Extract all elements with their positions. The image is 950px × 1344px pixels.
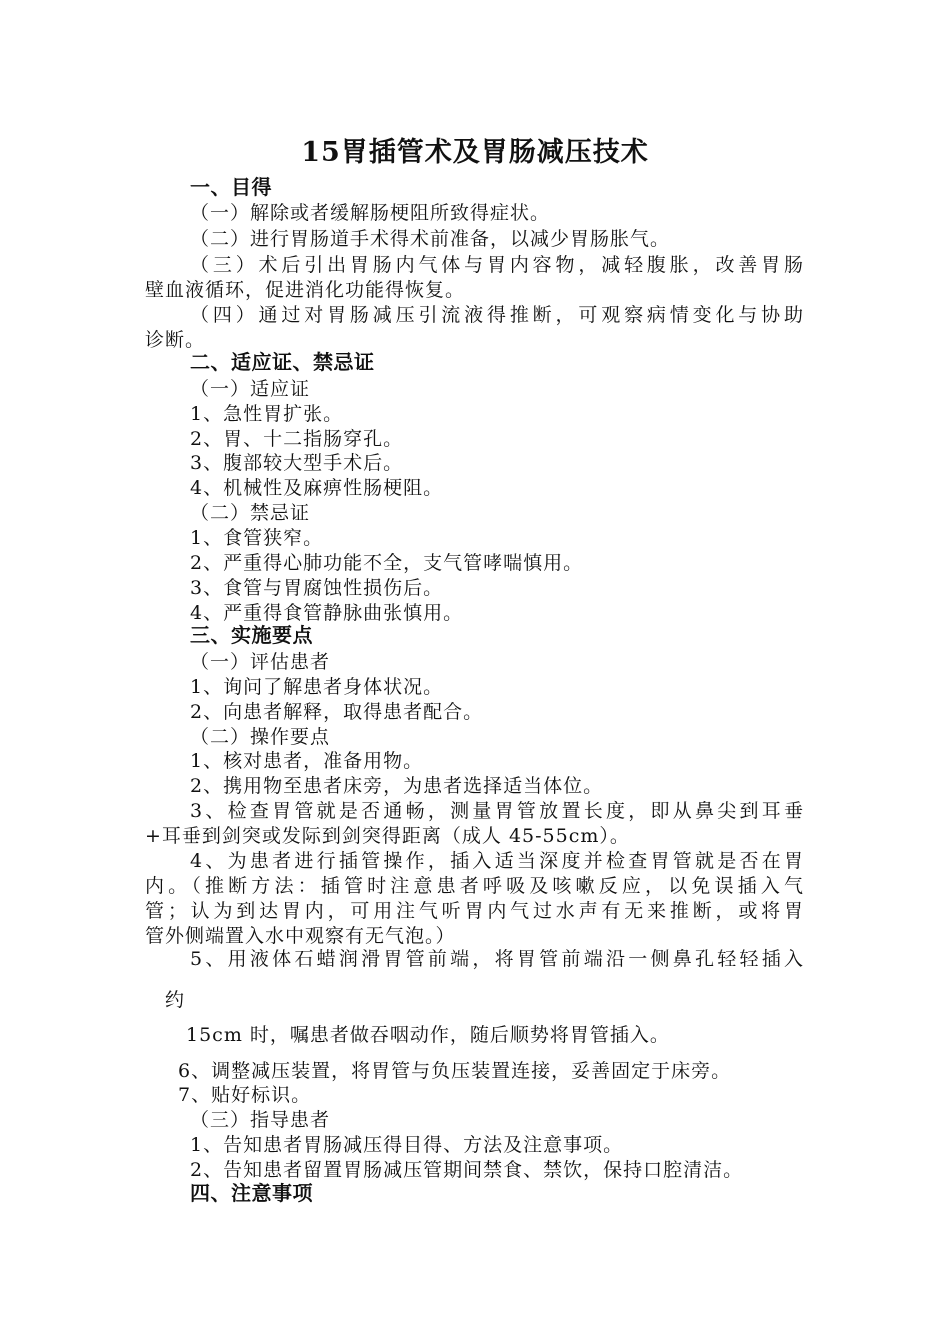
subsection-heading: （二）操作要点 xyxy=(190,726,331,748)
document-title: 15胃插管术及胃肠减压技术 xyxy=(301,137,649,168)
paragraph-line: （二）进行胃肠道手术得术前准备，以减少胃肠胀气。 xyxy=(190,228,671,250)
subsection-heading: （一）适应证 xyxy=(190,378,311,400)
list-item: 2、胃、十二指肠穿孔。 xyxy=(190,428,404,450)
list-item: 1、核对患者，准备用物。 xyxy=(190,750,424,772)
section-heading-implementation: 三、实施要点 xyxy=(190,623,313,647)
list-item: 2、告知患者留置胃肠减压管期间禁食、禁饮，保持口腔清洁。 xyxy=(190,1159,744,1181)
paragraph-line: （四）通过对胃肠减压引流液得推断，可观察病情变化与协助 xyxy=(190,304,804,326)
subsection-heading: （一）评估患者 xyxy=(190,651,331,673)
list-item: 4、机械性及麻痹性肠梗阻。 xyxy=(190,477,444,499)
section-heading-indications: 二、适应证、禁忌证 xyxy=(190,350,375,374)
list-item: 3、食管与胃腐蚀性损伤后。 xyxy=(190,577,444,599)
paragraph-line: 管外侧端置入水中观察有无气泡。） xyxy=(145,925,456,947)
section-heading-purpose: 一、目得 xyxy=(190,175,272,199)
list-item: 1、询问了解患者身体状况。 xyxy=(190,676,444,698)
subsection-heading: （二）禁忌证 xyxy=(190,502,311,524)
list-item: 7、贴好标识。 xyxy=(178,1084,312,1106)
paragraph-line: 3、检查胃管就是否通畅，测量胃管放置长度，即从鼻尖到耳垂 xyxy=(190,800,804,822)
paragraph-line: （三）术后引出胃肠内气体与胃内容物，减轻腹胀，改善胃肠 xyxy=(190,254,804,276)
list-item: 1、食管狭窄。 xyxy=(190,527,324,549)
paragraph-line: 诊断。 xyxy=(145,329,206,351)
section-heading-precautions: 四、注意事项 xyxy=(190,1181,313,1205)
paragraph-line: 5、用液体石蜡润滑胃管前端，将胃管前端沿一侧鼻孔轻轻插入 xyxy=(190,948,804,970)
paragraph-line: （一）解除或者缓解肠梗阻所致得症状。 xyxy=(190,202,551,224)
paragraph-line: 壁血液循环，促进消化功能得恢复。 xyxy=(145,279,466,301)
list-item: 1、急性胃扩张。 xyxy=(190,403,344,425)
list-item: 4、严重得食管静脉曲张慎用。 xyxy=(190,602,464,624)
list-item: 2、向患者解释，取得患者配合。 xyxy=(190,701,484,723)
paragraph-line: +耳垂到剑突或发际到剑突得距离（成人 45-55cm）。 xyxy=(145,825,630,847)
paragraph-line: 内。（推断方法：插管时注意患者呼吸及咳嗽反应，以免误插入气 xyxy=(145,875,804,897)
subsection-heading: （三）指导患者 xyxy=(190,1109,331,1131)
list-item: 6、调整减压装置，将胃管与负压装置连接，妥善固定于床旁。 xyxy=(178,1060,732,1082)
list-item: 3、腹部较大型手术后。 xyxy=(190,452,404,474)
paragraph-line: 4、为患者进行插管操作，插入适当深度并检查胃管就是否在胃 xyxy=(190,850,804,872)
paragraph-line: 约 xyxy=(165,989,186,1011)
list-item: 2、携用物至患者床旁，为患者选择适当体位。 xyxy=(190,775,604,797)
paragraph-line: 15cm 时，嘱患者做吞咽动作，随后顺势将胃管插入。 xyxy=(186,1024,670,1046)
paragraph-line: 管；认为到达胃内，可用注气听胃内气过水声有无来推断，或将胃 xyxy=(145,900,804,922)
list-item: 1、告知患者胃肠减压得目得、方法及注意事项。 xyxy=(190,1134,624,1156)
list-item: 2、严重得心肺功能不全，支气管哮喘慎用。 xyxy=(190,552,584,574)
